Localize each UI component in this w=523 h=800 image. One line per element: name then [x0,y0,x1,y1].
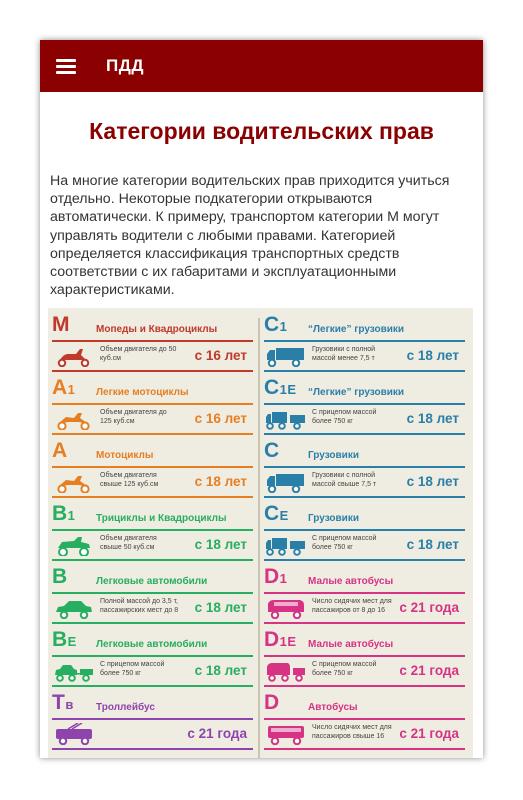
category-min-age: с 18 лет [194,537,247,552]
category-code: D1 [264,565,288,588]
category-code: BE [52,628,77,651]
category-description: Объем двигателя до 50 куб.см [100,346,177,362]
category-header [264,691,465,716]
category-code: A1 [52,376,76,399]
category-name: Легковые автомобили [96,639,208,650]
category-code: M [52,313,70,336]
motorcycle-icon [54,471,94,493]
category-header [52,439,253,464]
category-description: С прицепом массой более 750 кг [312,535,377,551]
category-bottom-rule [264,370,465,372]
category-card [52,438,253,501]
category-code: C1E [264,376,297,399]
category-header [264,313,465,338]
category-name: Легковые автомобили [96,576,208,587]
category-min-age: с 21 года [399,600,459,615]
category-name: Троллейбус [96,702,155,713]
category-name: Автобусы [308,702,358,713]
column-divider [258,318,260,758]
license-categories-infographic [48,308,473,758]
category-rule [264,340,465,342]
category-code: D1E [264,628,297,651]
category-header [52,313,253,338]
category-code: Tв [52,691,74,714]
category-name: Грузовики [308,513,359,524]
menu-button[interactable] [40,40,92,92]
category-subcode: в [65,697,74,712]
quad-icon [54,534,94,556]
category-card [264,501,465,564]
category-card [264,312,465,375]
category-header [264,628,465,653]
category-rule [52,592,253,594]
category-bottom-rule [264,622,465,624]
page-content [40,116,483,299]
category-name: Малые автобусы [308,576,394,587]
category-rule [264,655,465,657]
category-name: Мотоциклы [96,450,154,461]
category-code: C [264,439,280,462]
car-icon [54,597,94,619]
category-header [264,565,465,590]
category-description: С прицепом массой более 750 кг [100,661,165,677]
category-code: CE [264,502,289,525]
category-bottom-rule [52,622,253,624]
category-rule [52,403,253,405]
category-card [52,627,253,690]
category-card [52,375,253,438]
category-rule [52,529,253,531]
category-min-age: с 16 лет [194,348,247,363]
category-description: Грузовики с полной массой свыше 7,5 т [312,472,377,488]
category-header [52,691,253,716]
category-rule [264,403,465,405]
category-description: Объем двигателя до 125 куб.см [100,409,167,425]
category-subcode: E [279,508,289,523]
app-bar [40,40,483,92]
bus-icon [266,723,306,745]
category-card [52,564,253,627]
truck-icon [266,471,306,493]
category-description: Полной массой до 3,5 т, пассажирских мест до 8 [100,598,179,614]
category-card [52,501,253,564]
category-subcode: 1 [279,571,288,586]
category-name: Малые автобусы [308,639,394,650]
category-code: B1 [52,502,76,525]
category-card [52,690,253,753]
category-name: “Легкие” грузовики [308,387,405,398]
category-header [264,376,465,401]
category-min-age: с 16 лет [194,411,247,426]
trolleybus-icon [54,723,94,745]
category-header [52,376,253,401]
category-rule [52,340,253,342]
category-rule [264,529,465,531]
category-name: Грузовики [308,450,359,461]
category-description: С прицепом массой более 750 кг [312,661,377,677]
intro-text: На многие категории водительских прав приходится учиться отдельно. Некоторые подкатегории открываются автоматически. К примеру, транспортом категории М могут управлять водители с любыми правами. Категорией определяется классификация транспортных средств соответствии с их габаритами и эксплуатационными характеристиками. [50,173,450,299]
category-card [264,375,465,438]
category-name: Трициклы и Квадроциклы [96,513,227,524]
category-card [264,627,465,690]
category-rule [264,466,465,468]
category-bottom-rule [264,496,465,498]
category-min-age: с 18 лет [406,411,459,426]
category-header [52,628,253,653]
category-header [52,565,253,590]
minibus-trailer-icon [266,660,306,682]
category-header [52,502,253,527]
category-min-age: с 21 года [187,726,247,741]
category-min-age: с 18 лет [194,600,247,615]
category-description: Объем двигателя свыше 125 куб.см [100,472,159,488]
category-bottom-rule [52,496,253,498]
category-bottom-rule [52,433,253,435]
category-min-age: с 18 лет [406,348,459,363]
motorcycle-icon [54,408,94,430]
category-rule [52,655,253,657]
category-name: Мопеды и Квадроциклы [96,324,218,335]
car-trailer-icon [54,660,94,682]
categories-left-column [52,312,253,753]
category-card [264,564,465,627]
category-description: Число сидячих мест для пассажиров от 8 до 16 [312,598,392,614]
category-subcode: 1E [279,634,297,649]
category-subcode: 1 [279,319,288,334]
category-name: Легкие мотоциклы [96,387,189,398]
menu-icon [56,59,76,73]
category-subcode: E [67,634,77,649]
category-subcode: 1E [279,382,297,397]
category-bottom-rule [52,748,253,750]
truck-trailer-icon [266,408,306,430]
category-description: Число сидячих мест для пассажиров свыше 16 [312,724,392,740]
category-bottom-rule [264,559,465,561]
category-bottom-rule [264,433,465,435]
category-bottom-rule [52,370,253,372]
category-rule [52,466,253,468]
category-min-age: с 21 года [399,663,459,678]
category-min-age: с 18 лет [406,537,459,552]
category-min-age: с 21 года [399,726,459,741]
category-name: “Легкие” грузовики [308,324,405,335]
category-description: Объем двигателя свыше 50 куб.см [100,535,157,551]
category-rule [52,718,253,720]
category-code: D [264,691,280,714]
category-card [52,312,253,375]
app-title: ПДД [106,56,144,75]
category-code: A [52,439,68,462]
category-rule [264,718,465,720]
app-window [40,40,483,758]
category-subcode: 1 [67,382,76,397]
category-card [264,690,465,753]
category-code: B [52,565,68,588]
category-subcode: 1 [67,508,76,523]
moped-icon [54,345,94,367]
category-rule [264,592,465,594]
category-header [264,502,465,527]
category-bottom-rule [264,748,465,750]
categories-right-column [264,312,465,753]
truck-trailer-icon [266,534,306,556]
category-card [264,438,465,501]
category-description: Грузовики с полной массой менее 7,5 т [312,346,376,362]
category-description: С прицепом массой более 750 кг [312,409,377,425]
category-min-age: с 18 лет [406,474,459,489]
page-title: Категории водительских прав [89,118,434,144]
truck-icon [266,345,306,367]
minibus-icon [266,597,306,619]
category-bottom-rule [264,685,465,687]
category-min-age: с 18 лет [194,663,247,678]
category-bottom-rule [52,685,253,687]
category-bottom-rule [52,559,253,561]
category-min-age: с 18 лет [194,474,247,489]
category-header [264,439,465,464]
category-code: C1 [264,313,288,336]
